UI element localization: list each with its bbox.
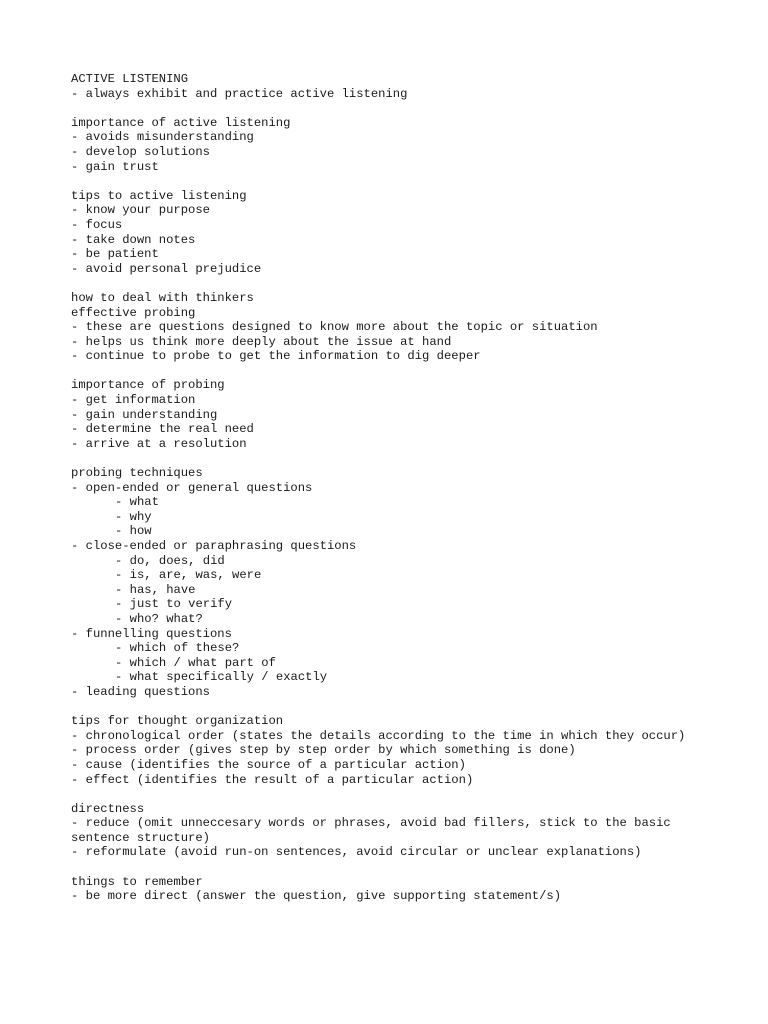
spacer <box>71 700 731 715</box>
list-item: - develop solutions <box>71 144 210 159</box>
section-heading: tips to active listening <box>71 188 247 203</box>
list-item: - close-ended or paraphrasing questions <box>71 539 357 553</box>
list-item: - these are questions designed to know more about the topic or situation <box>71 320 598 335</box>
list-item: - avoids misunderstanding <box>71 130 254 145</box>
document-title: ACTIVE LISTENING <box>71 72 189 86</box>
sub-list-item: - just to verify <box>115 597 233 612</box>
spacer <box>71 276 731 291</box>
list-item: - gain trust <box>71 159 159 174</box>
list-item: - process order (gives step by step order by which something is done) <box>71 743 576 758</box>
list-item: - be more direct (answer the question, give supporting statement/s) <box>71 889 562 904</box>
sub-list-item: - do, does, did <box>115 553 225 568</box>
intro-line: - always exhibit and practice active listening <box>71 86 408 101</box>
spacer <box>71 101 731 116</box>
section-heading: importance of active listening <box>71 115 291 130</box>
list-item: - know your purpose <box>71 203 210 218</box>
sub-list-item: - why <box>115 509 152 524</box>
spacer <box>71 451 731 466</box>
list-item: - cause (identifies the source of a particular action) <box>71 757 466 772</box>
spacer <box>71 364 731 379</box>
section-heading: importance of probing <box>71 378 225 393</box>
section-heading: how to deal with thinkers <box>71 290 254 305</box>
document-body <box>71 72 731 904</box>
list-item: - get information <box>71 393 196 408</box>
spacer <box>71 860 731 875</box>
section-heading: directness <box>71 801 145 816</box>
list-item: - gain understanding <box>71 407 218 422</box>
sub-list-item: - how <box>115 524 152 539</box>
list-item: - helps us think more deeply about the issue at hand <box>71 334 452 349</box>
spacer <box>71 174 731 189</box>
section-heading: tips for thought organization <box>71 714 284 729</box>
list-item: - arrive at a resolution <box>71 436 247 451</box>
sub-list-item: - what specifically / exactly <box>115 670 328 685</box>
list-item: - continue to probe to get the information to dig deeper <box>71 349 481 364</box>
sub-list-item: - who? what? <box>115 611 203 626</box>
sub-list-item: - what <box>115 495 159 510</box>
sub-list-item: - which of these? <box>115 641 240 656</box>
spacer <box>71 787 731 802</box>
list-item: - determine the real need <box>71 422 254 437</box>
list-item: - focus <box>71 217 123 232</box>
list-item: - reformulate (avoid run-on sentences, avoid circular or unclear explanations) <box>71 845 642 860</box>
list-item: - take down notes <box>71 232 196 247</box>
list-item: - be patient <box>71 247 159 262</box>
section-heading: probing techniques <box>71 466 203 481</box>
list-item: - leading questions <box>71 684 210 699</box>
sub-list-item: - has, have <box>115 582 196 597</box>
section-subheading: effective probing <box>71 305 196 320</box>
list-item: - avoid personal prejudice <box>71 261 262 276</box>
section-heading: things to remember <box>71 874 203 889</box>
sub-list-item: - is, are, was, were <box>115 568 262 583</box>
list-item: - effect (identifies the result of a particular action) <box>71 772 474 787</box>
list-item: - chronological order (states the details according to the time in which they occur) <box>71 728 686 743</box>
sub-list-item: - which / what part of <box>115 655 276 670</box>
list-item: - funnelling questions <box>71 626 232 641</box>
list-item: - open-ended or general questions <box>71 480 313 495</box>
list-item: - reduce (omit unneccesary words or phrases, avoid bad fillers, stick to the basic sentence structure) <box>71 816 679 845</box>
